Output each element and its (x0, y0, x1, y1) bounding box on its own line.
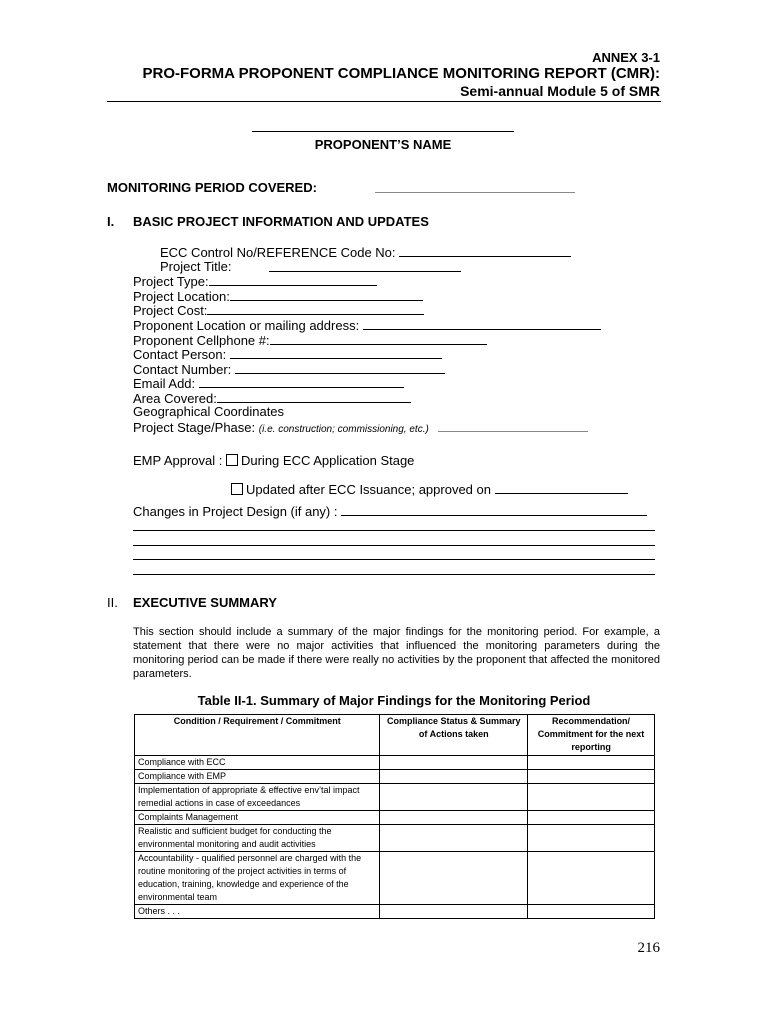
ecc-label: ECC Control No/REFERENCE Code No: (160, 245, 400, 260)
section1-number: I. (107, 214, 115, 229)
column-header: Condition / Requirement / Commitment (135, 715, 380, 756)
status-cell[interactable] (380, 852, 528, 905)
project-type-field (133, 273, 377, 289)
project-type-label: Project Type: (133, 274, 209, 289)
project-type-input[interactable] (209, 273, 377, 286)
executive-summary-text: This section should include a summary of the major findings for the monitoring period. For example, a statement that there were no major activities that influenced the monitoring parameters during the monitoring period can be made if there were really no activities by the proponent that affected the monitored parameters. (133, 626, 660, 680)
geo-coordinates-label: Geographical Coordinates (133, 404, 285, 419)
email-input[interactable] (199, 375, 404, 388)
project-stage-field (133, 420, 588, 435)
mailing-address-label: Proponent Location or mailing address: (133, 318, 363, 333)
project-cost-input[interactable] (207, 302, 424, 315)
status-cell[interactable] (380, 756, 528, 770)
email-label: Email Add: (133, 376, 199, 391)
condition-cell: Others . . . (135, 905, 380, 919)
changes-line[interactable] (133, 545, 655, 546)
table-row (135, 756, 655, 770)
monitoring-period-field[interactable] (375, 192, 575, 193)
table-header-row (135, 715, 655, 756)
recommendation-cell[interactable] (528, 825, 655, 852)
status-cell[interactable] (380, 825, 528, 852)
column-header: Compliance Status & Summary of Actions taken (380, 715, 528, 756)
status-cell[interactable] (380, 770, 528, 784)
recommendation-cell[interactable] (528, 852, 655, 905)
emp-option1-checkbox[interactable] (226, 454, 238, 466)
condition-cell: Implementation of appropriate & effective env’tal impact remedial actions in case of exceedances (135, 784, 380, 811)
cellphone-input[interactable] (270, 332, 487, 345)
monitoring-period-label: MONITORING PERIOD COVERED: (107, 180, 317, 195)
emp-option2-label: Updated after ECC Issuance; approved on (246, 482, 495, 497)
condition-cell: Compliance with EMP (135, 770, 380, 784)
mailing-address-input[interactable] (363, 317, 601, 330)
proponent-name-label: PROPONENT’S NAME (314, 137, 452, 152)
changes-line[interactable] (133, 559, 655, 560)
emp-approved-date-input[interactable] (495, 481, 628, 494)
condition-cell: Compliance with ECC (135, 756, 380, 770)
recommendation-cell[interactable] (528, 770, 655, 784)
table-caption: Table II-1. Summary of Major Findings for the Monitoring Period (197, 693, 591, 708)
contact-number-label: Contact Number: (133, 362, 235, 377)
project-stage-label: Project Stage/Phase: (133, 420, 259, 435)
table-row (135, 770, 655, 784)
findings-table (134, 714, 655, 919)
changes-field (133, 503, 647, 519)
table-row (135, 811, 655, 825)
condition-cell: Complaints Management (135, 811, 380, 825)
emp-approval-row (133, 453, 414, 468)
changes-label: Changes in Project Design (if any) : (133, 504, 342, 519)
page-number: 216 (637, 940, 660, 956)
table-row (135, 905, 655, 919)
contact-person-label: Contact Person: (133, 347, 230, 362)
condition-cell: Accountability - qualified personnel are charged with the routine monitoring of the project activities in terms of education, training, knowledge and experience of the environmental team (135, 852, 380, 905)
project-location-input[interactable] (230, 288, 423, 301)
table-row (135, 784, 655, 811)
contact-number-input[interactable] (235, 361, 445, 374)
contact-person-input[interactable] (230, 346, 442, 359)
report-subtitle: Semi-annual Module 5 of SMR (460, 83, 660, 99)
status-cell[interactable] (380, 784, 528, 811)
recommendation-cell[interactable] (528, 756, 655, 770)
status-cell[interactable] (380, 811, 528, 825)
contact-person-field (133, 346, 442, 362)
ecc-field (160, 244, 571, 260)
project-stage-input[interactable] (438, 421, 588, 432)
area-input[interactable] (217, 390, 411, 403)
annex-label: ANNEX 3-1 (592, 50, 660, 65)
header-rule (107, 101, 661, 102)
emp-approval-label: EMP Approval : (133, 453, 226, 468)
mailing-address-field (133, 317, 601, 333)
emp-option2-checkbox[interactable] (231, 483, 243, 495)
section2-number: II. (107, 595, 118, 610)
changes-line[interactable] (133, 574, 655, 575)
changes-line[interactable] (133, 530, 655, 531)
section1-title: BASIC PROJECT INFORMATION AND UPDATES (133, 214, 429, 229)
emp-option2-row (231, 481, 628, 497)
area-label: Area Covered: (133, 391, 217, 406)
table-row (135, 825, 655, 852)
project-title-label: Project Title: (160, 259, 232, 274)
ecc-input[interactable] (399, 244, 571, 257)
project-cost-field (133, 302, 424, 318)
proponent-name-line[interactable] (252, 131, 514, 132)
project-cost-label: Project Cost: (133, 303, 208, 318)
table-row (135, 852, 655, 905)
section2-title: EXECUTIVE SUMMARY (133, 595, 277, 610)
changes-input[interactable] (341, 503, 647, 516)
recommendation-cell[interactable] (528, 811, 655, 825)
column-header: Recommendation/ Commitment for the next reporting (528, 715, 655, 756)
report-title: PRO-FORMA PROPONENT COMPLIANCE MONITORING REPORT (CMR): (142, 65, 660, 82)
project-stage-hint: (i.e. construction; commissioning, etc.) (258, 424, 429, 435)
project-location-label: Project Location: (133, 289, 230, 304)
emp-option1-label: During ECC Application Stage (240, 453, 415, 468)
project-title-input[interactable] (269, 271, 461, 272)
cellphone-label: Proponent Cellphone #: (133, 333, 270, 348)
email-field (133, 375, 404, 391)
recommendation-cell[interactable] (528, 905, 655, 919)
recommendation-cell[interactable] (528, 784, 655, 811)
project-title-field (160, 259, 232, 274)
status-cell[interactable] (380, 905, 528, 919)
condition-cell: Realistic and sufficient budget for conducting the environmental monitoring and audit activities (135, 825, 380, 852)
